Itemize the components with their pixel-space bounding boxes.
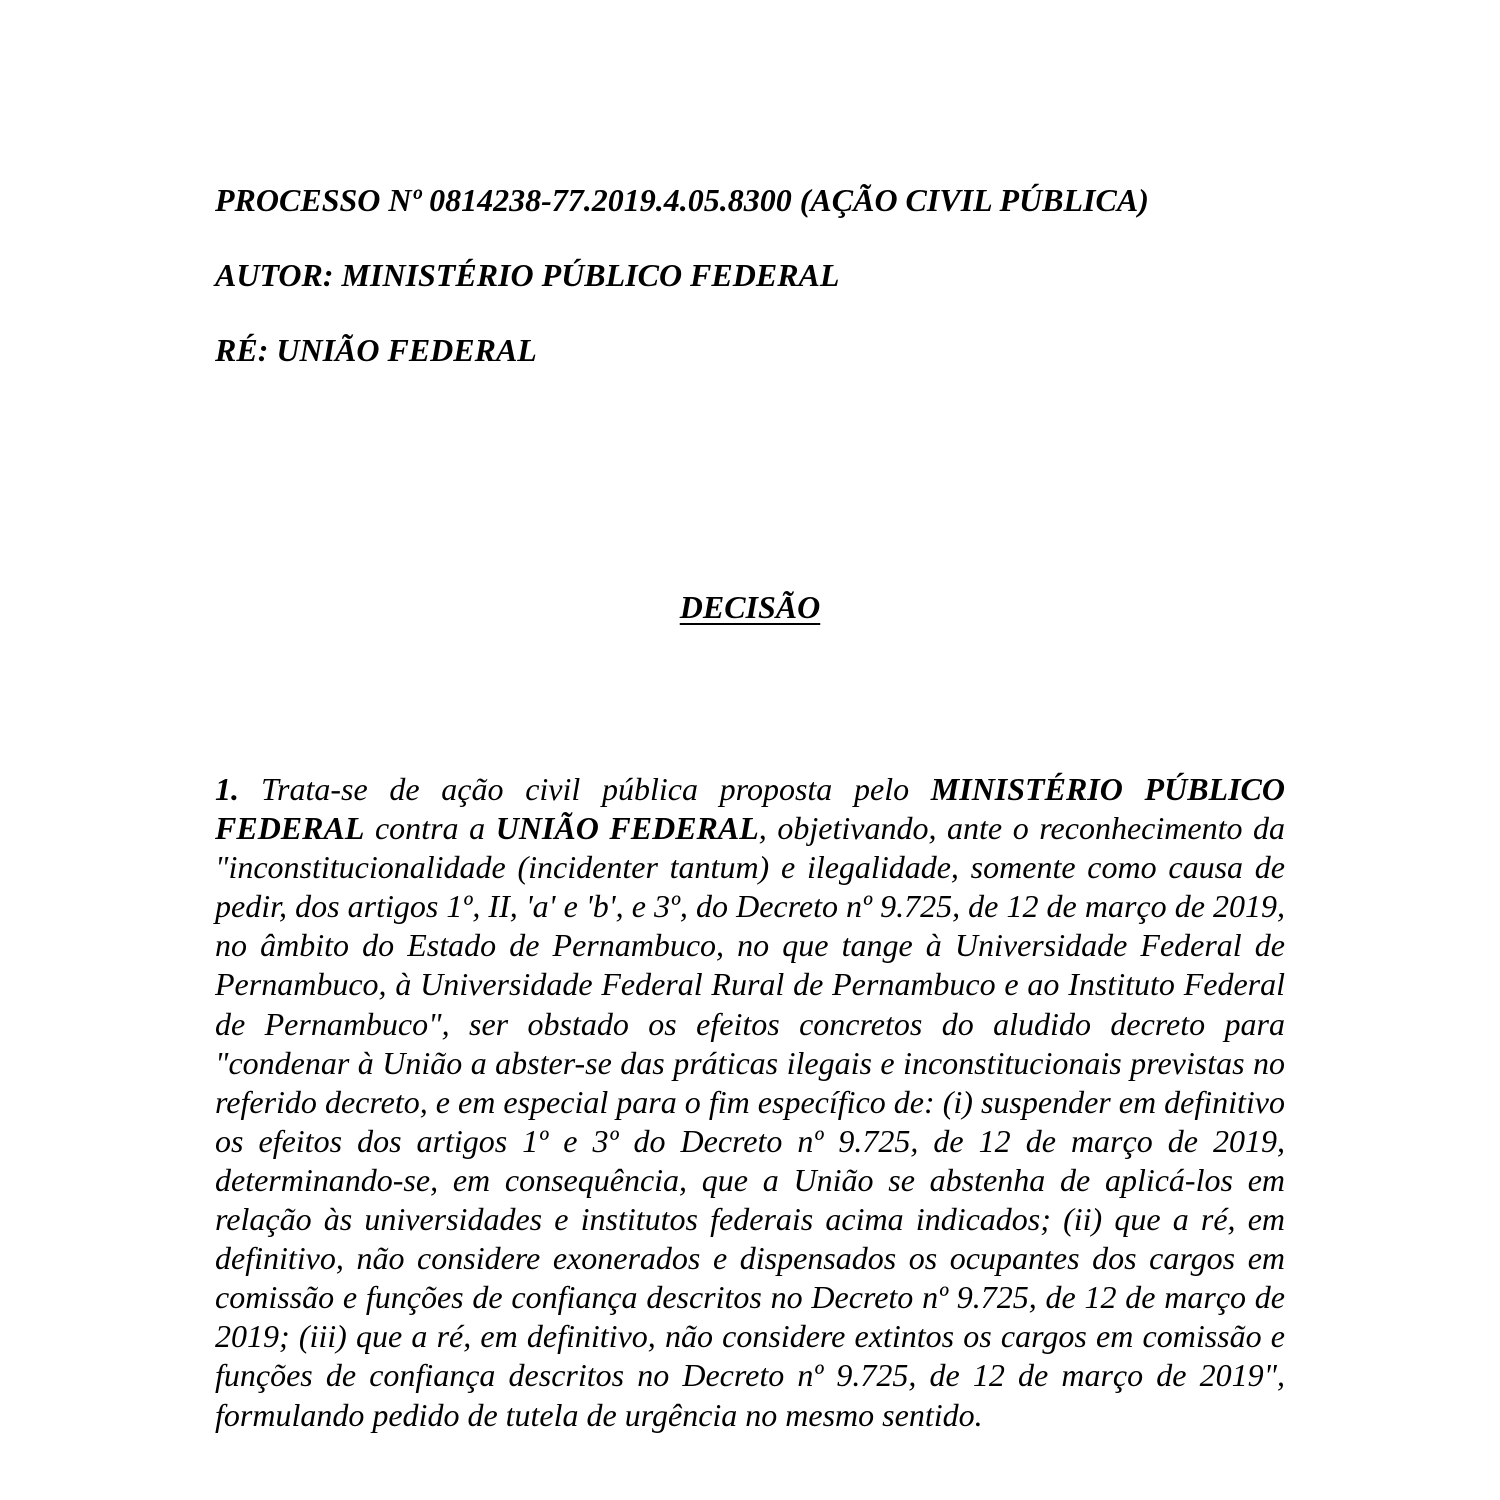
process-number: PROCESSO Nº 0814238-77.2019.4.05.8300 (AÇÃO CIVIL PÚBLICA) xyxy=(215,182,1149,218)
paragraph-mid: contra a xyxy=(374,810,486,847)
plaintiff-name: MINISTÉRIO PÚBLICO FEDERAL xyxy=(215,771,1285,847)
document-title-text: DECISÃO xyxy=(679,589,821,625)
defendant-name: UNIÃO FEDERAL xyxy=(495,810,759,847)
paragraph-number: 1. xyxy=(215,771,239,807)
document-title xyxy=(0,587,1500,627)
paragraph-lead: Trata-se de ação civil pública proposta pelo xyxy=(261,771,910,807)
paragraph-1 xyxy=(215,770,1285,1435)
plaintiff-line: AUTOR: MINISTÉRIO PÚBLICO FEDERAL xyxy=(215,257,840,293)
defendant-line: RÉ: UNIÃO FEDERAL xyxy=(215,332,537,368)
paragraph-rest: , objetivando, ante o reconhecimento da "inconstitucionalidade (incidenter tantum) e ilegalidade, somente como causa de pedir, dos artigos 1º, II, 'a' e 'b', e 3º, do Decreto nº 9.725, de 12 de março de 2019, no âmbito do Estado de Pernambuco, no que tange à Universidade Federal de Pernambuco, à Universidade Federal Rural de Pernambuco e ao Instituto Federal de Pernambuco", ser obstado os efeitos concretos do aludido decreto para "condenar à União a abster-se das práticas ilegais e inconstitucionais previstas no referido decreto, e em especial para o fim específico de: (i) suspender em definitivo os efeitos dos artigos 1º e 3º do Decreto nº 9.725, de 12 de março de 2019, determinando-se, em consequência, que a União se abstenha de aplicá-los em relação às universidades e institutos federais acima indicados; (ii) que a ré, em definitivo, não considere exonerados e dispensados os ocupantes dos cargos em comissão e funções de confiança descritos no Decreto nº 9.725, de 12 de março de 2019; (iii) que a ré, em definitivo, não considere extintos os cargos em comissão e funções de confiança descritos no Decreto nº 9.725, de 12 de março de 2019", formulando pedido de tutela de urgência no mesmo sentido. xyxy=(215,810,1286,1433)
